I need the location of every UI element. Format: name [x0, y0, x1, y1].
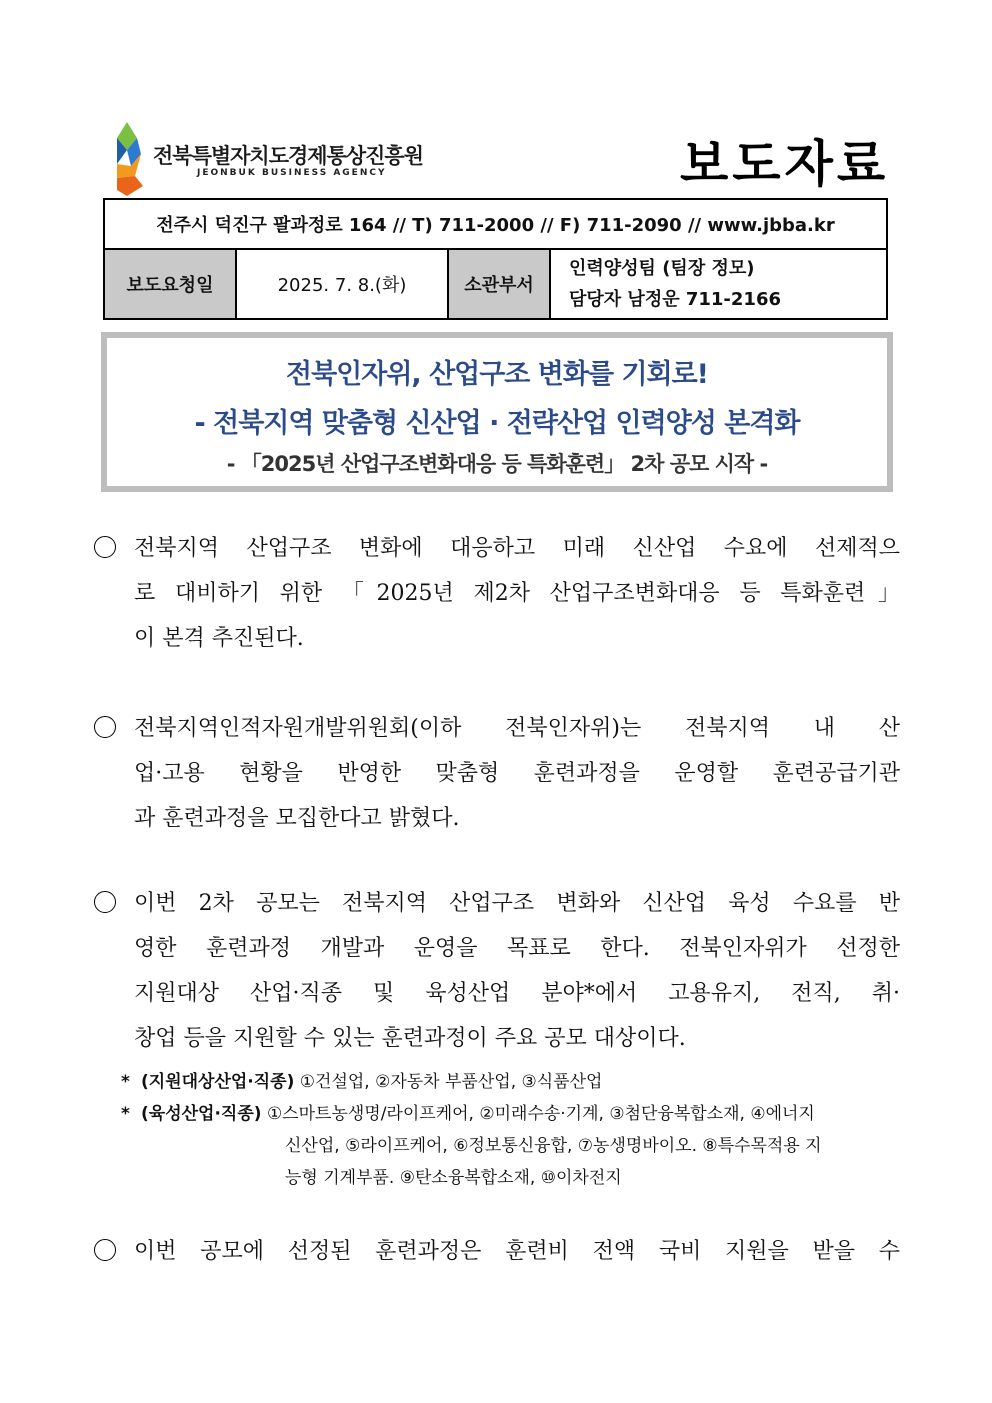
headline-box [101, 332, 893, 492]
paragraph-line: 전북지역인적자원개발위원회(이하 전북인자위)는 전북지역 내 산 [134, 716, 900, 741]
footnote-text: ①스마트농생명/라이프케어, ②미래수송·기계, ③첨단융복합소재, ④에너지 [266, 1104, 815, 1124]
document-type-title: 보도자료 [680, 135, 890, 193]
paragraph-2 [94, 706, 900, 841]
circle-bullet-icon [94, 1239, 116, 1261]
paragraph-line: 전북지역 산업구조 변화에 대응하고 미래 신산업 수요에 선제적으 [134, 536, 900, 561]
request-date: 2025. 7. 8.(화) [236, 249, 448, 319]
footnote-star: * [121, 1072, 130, 1092]
headline-main: 전북인자위, 산업구조 변화를 기회로! [286, 359, 708, 390]
request-date-label: 보도요청일 [104, 249, 236, 319]
paragraph-1 [94, 526, 900, 661]
org-name: 전북특별자치도경제통상진흥원 [153, 144, 424, 168]
agency-logo-mark-icon [113, 120, 153, 196]
footnote-label: (지원대상산업·직종) [141, 1072, 295, 1092]
paragraph-line: 로 대비하기 위한 「2025년 제2차 산업구조변화대응 등 특화훈련」 [134, 581, 900, 606]
dept-name: 인력양성팀 (팀장 정모) [569, 258, 755, 279]
footnote-text: ①건설업, ②자동차 부품산업, ③식품산업 [299, 1072, 603, 1092]
paragraph-4 [94, 1229, 900, 1274]
contact-line: 전주시 덕진구 팔과정로 164 // T) 711-2000 // F) 711-2090 // www.jbba.kr [104, 199, 887, 249]
paragraph-3 [94, 881, 900, 1061]
agency-logo [113, 120, 424, 196]
org-name-english: JEONBUK BUSINESS AGENCY [197, 168, 387, 178]
headline-detail: - 「2025년 산업구조변화대응 등 특화훈련」 2차 공모 시작 - [226, 452, 768, 476]
manager-contact: 담당자 남정운 711-2166 [569, 289, 782, 310]
footnote-block [121, 1066, 822, 1194]
footnote-star: * [121, 1104, 130, 1124]
footnote-text-cont: 능형 기계부품. ⑨탄소융복합소재, ⑩이차전지 [285, 1168, 622, 1188]
paragraph-line: 창업 등을 지원할 수 있는 훈련과정이 주요 공모 대상이다. [134, 1026, 686, 1051]
paragraph-line: 이번 2차 공모는 전북지역 산업구조 변화와 신산업 육성 수요를 반 [134, 891, 900, 916]
footnote-label: (육성산업·직종) [141, 1104, 262, 1124]
paragraph-line: 과 훈련과정을 모집한다고 밝혔다. [134, 806, 460, 831]
circle-bullet-icon [94, 536, 116, 558]
paragraph-line: 이 본격 추진된다. [134, 626, 304, 651]
paragraph-line: 이번 공모에 선정된 훈련과정은 훈련비 전액 국비 지원을 받을 수 [134, 1239, 900, 1264]
headline-sub: - 전북지역 맞춤형 신산업 · 전략산업 인력양성 본격화 [194, 408, 800, 439]
paragraph-line: 지원대상 산업·직종 및 육성산업 분야*에서 고용유지, 전직, 취· [134, 981, 900, 1006]
press-info-table [103, 198, 888, 320]
footnote-2 [121, 1098, 822, 1130]
paragraph-line: 업·고용 현황을 반영한 맞춤형 훈련과정을 운영할 훈련공급기관 [134, 761, 900, 786]
dept-label: 소관부서 [448, 249, 550, 319]
circle-bullet-icon [94, 891, 116, 913]
circle-bullet-icon [94, 716, 116, 738]
footnote-1 [121, 1066, 822, 1098]
dept-cell [550, 249, 887, 319]
paragraph-line: 영한 훈련과정 개발과 운영을 목표로 한다. 전북인자위가 선정한 [134, 936, 900, 961]
footnote-text-cont: 신산업, ⑤라이프케어, ⑥정보통신융합, ⑦농생명바이오. ⑧특수목적용 지 [285, 1136, 822, 1156]
